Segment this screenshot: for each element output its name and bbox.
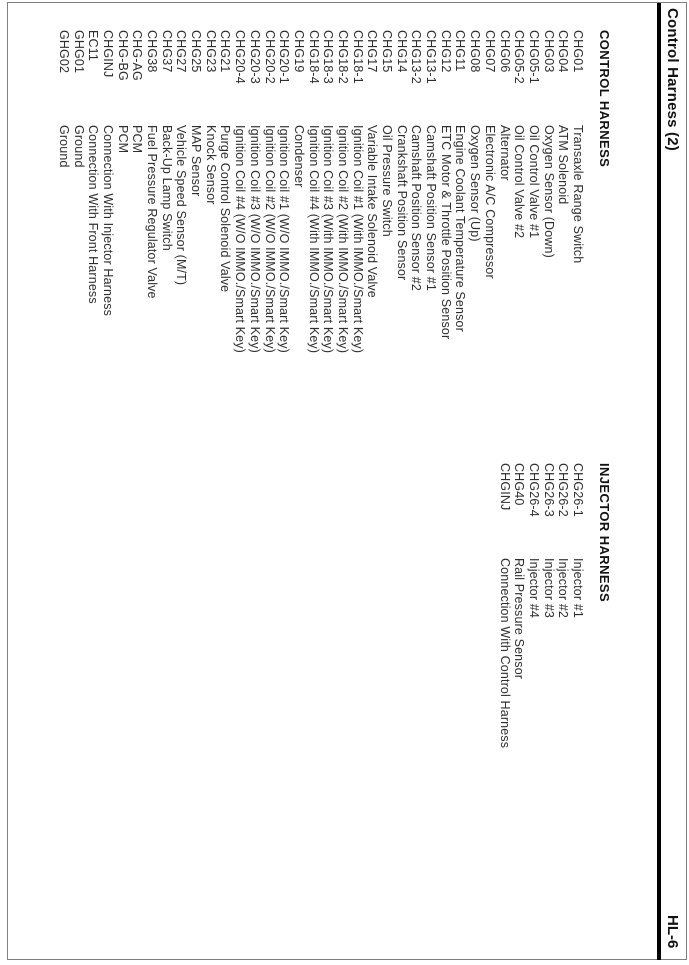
connector-description: Variable Intake Solenoid Valve: [365, 125, 380, 298]
harness-row: [174, 30, 189, 353]
connector-description: Knock Sensor: [203, 125, 218, 205]
connector-code: CHG13-2: [409, 30, 424, 84]
harness-row: [556, 463, 571, 748]
harness-row: [379, 30, 394, 353]
connector-code: CHG37: [159, 30, 174, 73]
connector-code: GHG01: [71, 30, 86, 74]
connector-code: CHG20-2: [262, 30, 277, 84]
connector-description: Ignition Coil #3 (With IMMO./Smart Key): [321, 125, 336, 354]
connector-code: CHG26-1: [571, 463, 585, 517]
harness-row: [203, 30, 218, 353]
connector-code: CHG20-1: [277, 30, 292, 84]
harness-row: [570, 463, 585, 748]
connector-description: ATM Solenoid: [556, 125, 571, 205]
harness-row: [350, 30, 365, 353]
harness-row: [335, 30, 350, 353]
connector-code: CHG27: [174, 30, 189, 73]
connector-code: CHG13-1: [424, 30, 439, 84]
harness-row: [468, 30, 483, 353]
connector-description: Purge Control Solenoid Valve: [218, 125, 233, 293]
harness-row: [306, 30, 321, 353]
connector-code: CHG26-3: [541, 463, 556, 517]
connector-description: MAP Sensor: [189, 125, 204, 197]
connector-code: CHG18-1: [350, 30, 365, 84]
harness-row: [233, 30, 248, 353]
connector-description: Ignition Coil #2 (With IMMO./Smart Key): [336, 125, 350, 354]
connector-description: Ignition Coil #4 (W/O IMMO./Smart Key): [233, 125, 248, 353]
connector-code: CHG18-3: [321, 30, 336, 84]
connector-description: Vehicle Speed Sensor (M/T): [174, 125, 189, 286]
connector-code: CHG-AG: [130, 30, 145, 81]
connector-code: CHG01: [571, 30, 585, 73]
connector-code: CHG15: [380, 30, 395, 73]
connector-description: Ignition Coil #2 (W/O IMMO./Smart Key): [262, 125, 277, 353]
connector-code: CHG-BG: [115, 30, 130, 81]
connector-code: CHG19: [291, 30, 306, 73]
connector-code: EC11: [86, 30, 101, 61]
control-harness-header: CONTROL HARNESS: [597, 30, 612, 168]
page-number: HL-6: [664, 915, 681, 949]
connector-description: Oil Control Valve #2: [512, 125, 527, 239]
connector-description: Rail Pressure Sensor: [512, 558, 527, 680]
connector-code: CHG08: [468, 30, 483, 73]
connector-code: CHG38: [145, 30, 160, 73]
connector-code: CHG05-1: [526, 30, 541, 84]
connector-description: Electronic A/C Compressor: [482, 125, 497, 279]
connector-description: Camshaft Position Sensor #2: [409, 125, 424, 291]
connector-code: CHG04: [556, 30, 571, 73]
connector-code: CHG17: [365, 30, 380, 73]
connector-code: GHG02: [56, 30, 71, 74]
connector-code: CHG18-2: [336, 30, 350, 84]
connector-description: Injector #1: [571, 558, 585, 619]
connector-description: Ground: [56, 125, 71, 168]
harness-row: [218, 30, 233, 353]
harness-row: [570, 30, 585, 353]
connector-code: CHG12: [438, 30, 453, 73]
harness-row: [556, 30, 571, 353]
harness-row: [321, 30, 336, 353]
harness-row: [262, 30, 277, 353]
connector-code: CHG40: [512, 463, 527, 506]
connector-description: ETC Motor & Throttle Position Sensor: [438, 125, 453, 340]
connector-code: CHG14: [394, 30, 409, 73]
harness-row: [409, 30, 424, 353]
connector-description: Condenser: [291, 125, 306, 188]
harness-row: [526, 30, 541, 353]
harness-row: [56, 30, 71, 353]
connector-code: CHG25: [189, 30, 204, 73]
connector-description: Ground: [71, 125, 86, 168]
injector-harness-section: [497, 463, 612, 748]
connector-description: Back-Up Lamp Switch: [159, 125, 174, 251]
page-title: Control Harness (2): [664, 8, 681, 151]
injector-harness-rows: [497, 463, 585, 748]
connector-code: CHG03: [541, 30, 556, 73]
connector-description: PCM: [130, 125, 145, 154]
connector-description: Crankshaft Position Sensor: [394, 125, 409, 281]
connector-code: CHG18-4: [306, 30, 321, 84]
connector-code: CHG26-2: [556, 463, 571, 517]
connector-description: Connection With Injector Harness: [101, 125, 115, 316]
connector-description: Fuel Pressure Regulator Valve: [145, 125, 160, 299]
connector-description: Injector #4: [526, 558, 541, 619]
connector-description: Oxygen Sensor (Up): [468, 125, 483, 242]
harness-row: [526, 463, 541, 748]
connector-code: CHG26-4: [526, 463, 541, 517]
connector-description: Oil Pressure Switch: [380, 125, 395, 237]
harness-row: [423, 30, 438, 353]
connector-description: Transaxle Range Switch: [571, 125, 585, 264]
harness-row: [130, 30, 145, 353]
connector-description: Ignition Coil #1 (W/O IMMO./Smart Key): [277, 125, 292, 353]
connector-code: CHG07: [482, 30, 497, 73]
harness-row: [100, 30, 115, 353]
harness-row: [247, 30, 262, 353]
connector-description: PCM: [115, 125, 130, 154]
connector-code: CHG05-2: [512, 30, 527, 84]
harness-row: [144, 30, 159, 353]
harness-row: [291, 30, 306, 353]
harness-row: [497, 30, 512, 353]
injector-harness-header: INJECTOR HARNESS: [597, 463, 612, 603]
connector-description: Engine Coolant Temperature Sensor: [453, 125, 468, 332]
harness-row: [86, 30, 101, 353]
control-harness-rows: [56, 30, 585, 353]
connector-code: CHGINJ: [497, 463, 512, 511]
connector-description: Ignition Coil #4 (With IMMO./Smart Key): [306, 125, 321, 354]
connector-code: CHG23: [203, 30, 218, 73]
connector-code: CHG11: [453, 30, 468, 72]
harness-row: [497, 463, 512, 748]
connector-description: Injector #2: [556, 558, 571, 619]
connector-code: CHG20-4: [233, 30, 248, 84]
harness-row: [541, 30, 556, 353]
harness-row: [159, 30, 174, 353]
connector-description: Connection With Control Harness: [497, 558, 512, 749]
connector-description: Alternator: [497, 125, 512, 181]
harness-row: [438, 30, 453, 353]
harness-row: [541, 463, 556, 748]
harness-row: [71, 30, 86, 353]
harness-row: [453, 30, 468, 353]
connector-code: CHGINJ: [101, 30, 115, 78]
header-rule: [657, 3, 661, 960]
connector-description: Injector #3: [541, 558, 556, 619]
harness-row: [188, 30, 203, 353]
control-harness-section: [56, 30, 612, 353]
connector-description: Connection With Front Harness: [86, 125, 101, 304]
connector-code: CHG06: [497, 30, 512, 73]
harness-row: [482, 30, 497, 353]
connector-description: Camshaft Position Sensor #1: [424, 125, 439, 291]
connector-description: Oxygen Sensor (Down): [541, 125, 556, 258]
connector-description: Oil Control Valve #1: [526, 125, 541, 239]
connector-code: CHG20-3: [247, 30, 262, 84]
connector-description: Ignition Coil #3 (W/O IMMO./Smart Key): [247, 125, 262, 353]
harness-row: [277, 30, 292, 353]
connector-code: CHG21: [218, 30, 233, 73]
harness-row: [394, 30, 409, 353]
harness-row: [115, 30, 130, 353]
harness-row: [512, 30, 527, 353]
harness-row: [512, 463, 527, 748]
connector-description: Ignition Coil #1 (With IMMO./Smart Key): [350, 125, 365, 354]
harness-row: [365, 30, 380, 353]
